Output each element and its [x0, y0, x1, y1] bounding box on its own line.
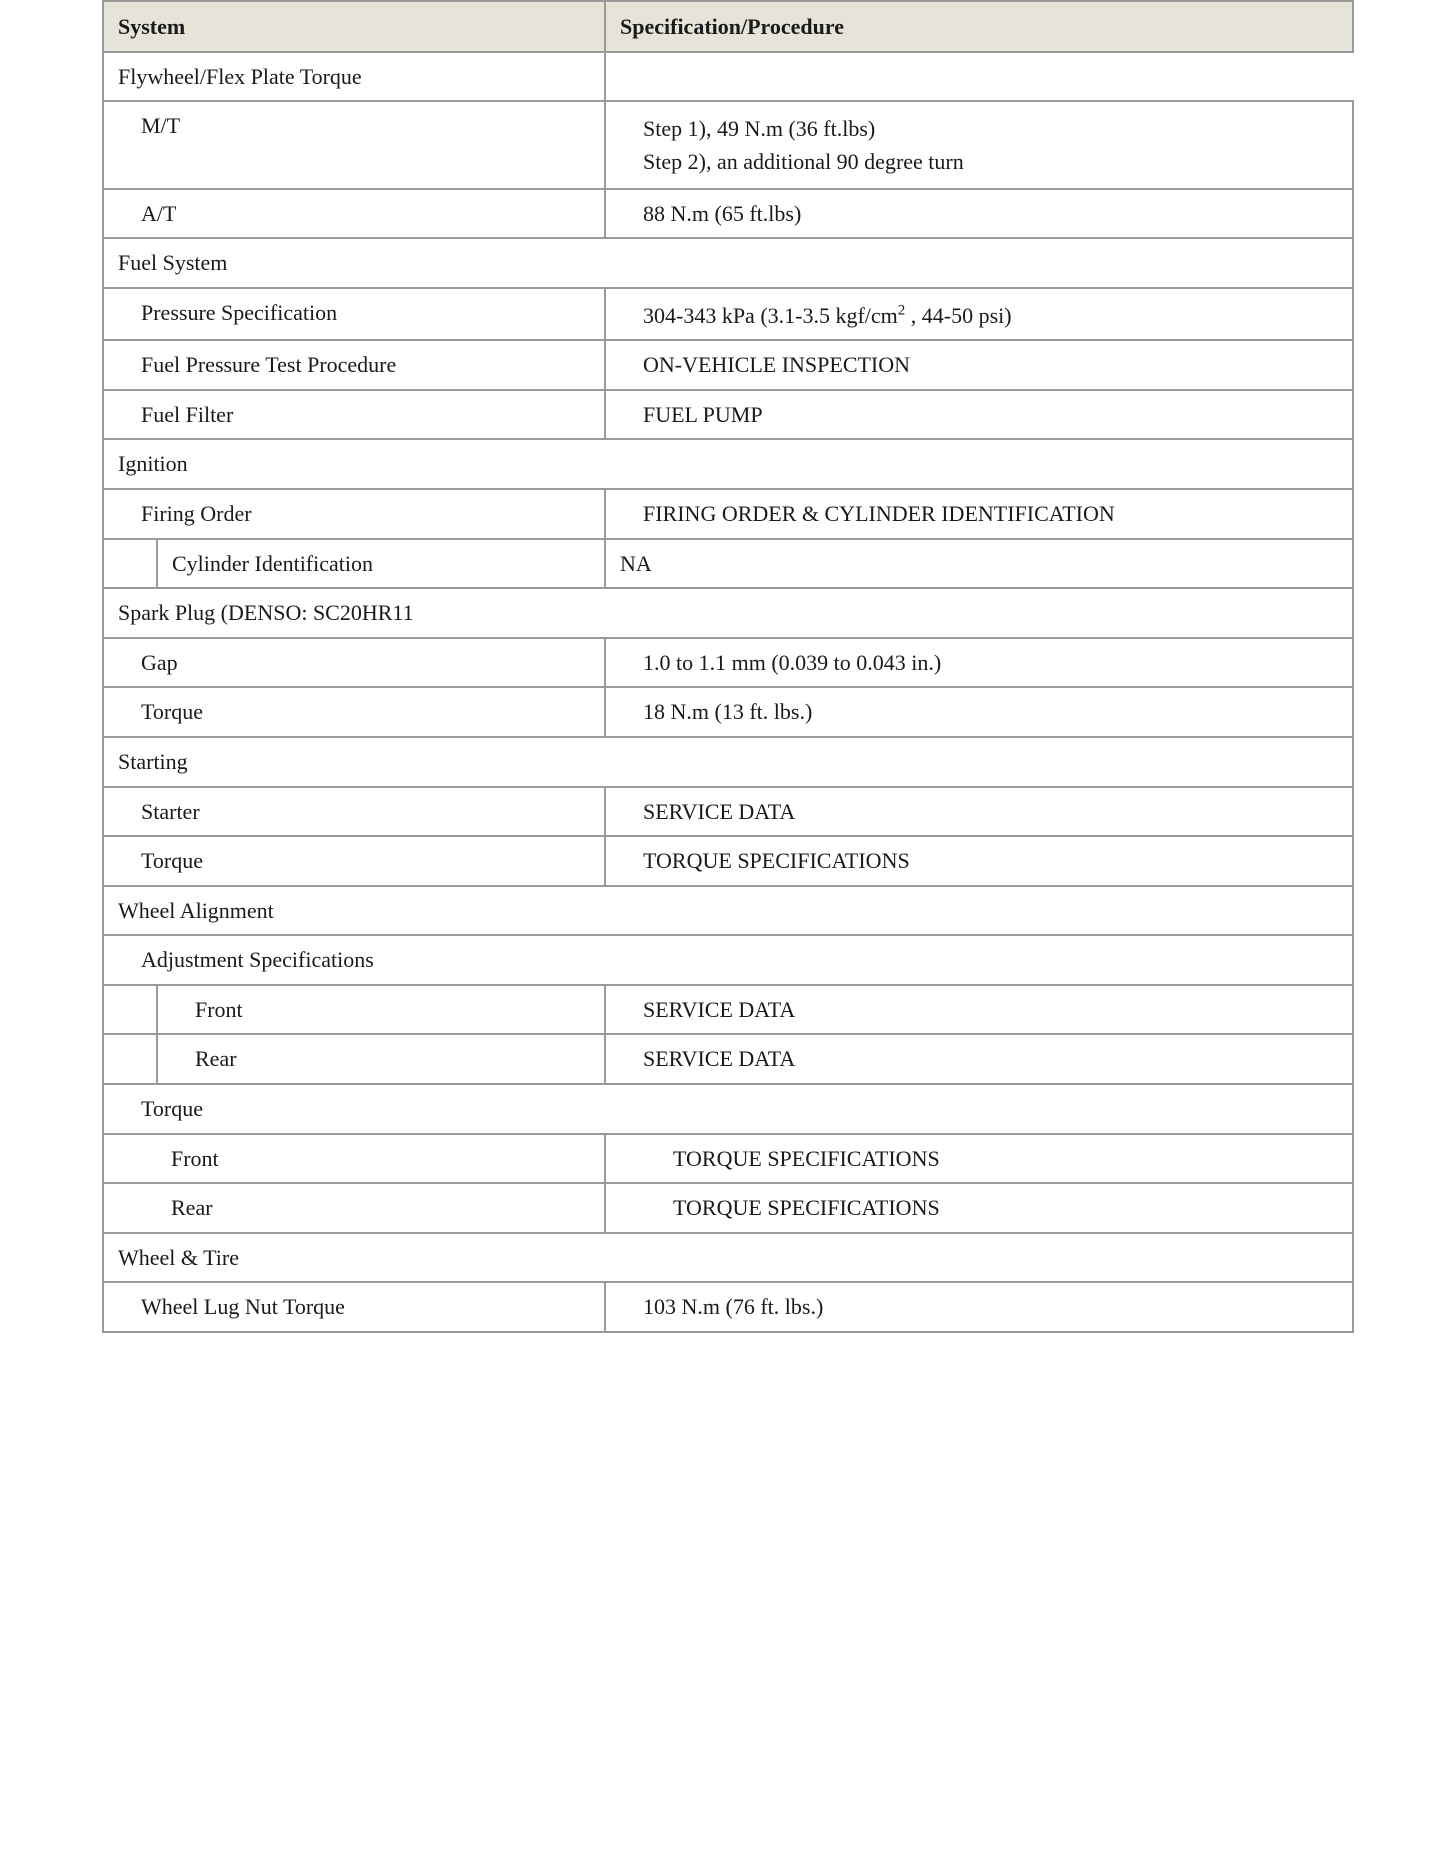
- section-title-spark-plug: Spark Plug (DENSO: SC20HR11: [118, 600, 414, 625]
- table-header-row: [103, 1, 1353, 52]
- row-label-starter: Starter: [141, 799, 200, 824]
- row-label-gap: Gap: [141, 650, 178, 675]
- row-value-starter: SERVICE DATA: [643, 799, 796, 824]
- section-row-ignition: [103, 439, 1353, 489]
- table-row-torque-front: [103, 1134, 1353, 1183]
- subsection-title-alignment-torque: Torque: [141, 1096, 203, 1121]
- row-value-torque-rear: TORQUE SPECIFICATIONS: [673, 1195, 940, 1220]
- section-title-flywheel: Flywheel/Flex Plate Torque: [118, 64, 362, 89]
- row-value-firing-order: FIRING ORDER & CYLINDER IDENTIFICATION: [643, 501, 1115, 526]
- header-specification: Specification/Procedure: [605, 1, 1353, 52]
- row-value-cylinder-id: NA: [620, 551, 652, 576]
- table-row-starting-torque: [103, 836, 1353, 886]
- row-label-torque-rear: Rear: [171, 1195, 213, 1220]
- indent-gutter: [104, 540, 158, 587]
- row-label-lug-nut: Wheel Lug Nut Torque: [141, 1294, 345, 1319]
- table-row-gap: [103, 638, 1353, 687]
- row-value-gap: 1.0 to 1.1 mm (0.039 to 0.043 in.): [643, 650, 942, 675]
- header-system: System: [103, 1, 605, 52]
- row-label-at: A/T: [141, 201, 177, 226]
- row-label-cylinder-id: Cylinder Identification: [172, 551, 373, 576]
- section-row-starting: [103, 737, 1353, 787]
- subsection-row-adjustment: [103, 935, 1353, 985]
- table-row-fuel-filter: [103, 390, 1353, 439]
- row-label-spark-torque: Torque: [141, 699, 203, 724]
- section-row-spark-plug: [103, 588, 1353, 638]
- table-row-mt: [103, 101, 1353, 189]
- table-row-fuel-test: [103, 340, 1353, 390]
- table-row-cylinder-id: [103, 539, 1353, 588]
- indent-gutter: [104, 1035, 158, 1083]
- row-value-fuel-test: ON-VEHICLE INSPECTION: [643, 352, 911, 377]
- row-label-firing-order: Firing Order: [141, 501, 252, 526]
- section-title-starting: Starting: [118, 749, 188, 774]
- row-value-starting-torque: TORQUE SPECIFICATIONS: [643, 848, 910, 873]
- pressure-value-part-b: , 44-50 psi): [905, 303, 1012, 328]
- table-row-pressure: [103, 288, 1353, 340]
- table-row-firing-order: [103, 489, 1353, 539]
- row-value-torque-front: TORQUE SPECIFICATIONS: [673, 1146, 940, 1171]
- row-label-fuel-filter: Fuel Filter: [141, 402, 234, 427]
- mt-step2-text: Step 2), an additional 90 degree turn: [643, 149, 964, 174]
- row-value-adj-rear: SERVICE DATA: [643, 1046, 796, 1071]
- table-row-adj-front: [103, 985, 1353, 1034]
- row-label-fuel-test: Fuel Pressure Test Procedure: [141, 352, 397, 377]
- subsection-title-adjustment: Adjustment Specifications: [141, 947, 374, 972]
- row-label-torque-front: Front: [171, 1146, 219, 1171]
- row-value-at: 88 N.m (65 ft.lbs): [643, 201, 802, 226]
- subsection-row-alignment-torque: [103, 1084, 1353, 1134]
- table-row-spark-torque: [103, 687, 1353, 737]
- section-title-wheel-tire: Wheel & Tire: [118, 1245, 239, 1270]
- section-row-fuel: [103, 238, 1353, 288]
- row-value-pressure: [606, 289, 1352, 339]
- table-row-torque-rear: [103, 1183, 1353, 1233]
- row-value-lug-nut: 103 N.m (76 ft. lbs.): [643, 1294, 824, 1319]
- row-value-fuel-filter: FUEL PUMP: [643, 402, 763, 427]
- section-row-flywheel: [103, 52, 1353, 101]
- pressure-superscript: 2: [897, 302, 906, 319]
- table-row-at: [103, 189, 1353, 238]
- row-label-adj-rear: Rear: [195, 1046, 237, 1071]
- row-label-starting-torque: Torque: [141, 848, 203, 873]
- row-label-mt: M/T: [141, 113, 181, 138]
- row-value-adj-front: SERVICE DATA: [643, 997, 796, 1022]
- section-row-wheel-tire: [103, 1233, 1353, 1282]
- table-row-adj-rear: [103, 1034, 1353, 1084]
- row-value-spark-torque: 18 N.m (13 ft. lbs.): [643, 699, 813, 724]
- section-row-wheel-alignment: [103, 886, 1353, 935]
- table-row-starter: [103, 787, 1353, 836]
- row-value-mt: [606, 102, 1352, 188]
- section-title-ignition: Ignition: [118, 451, 188, 476]
- mt-step1-text: Step 1), 49 N.m (36 ft.lbs): [643, 116, 876, 141]
- row-label-adj-front: Front: [195, 997, 243, 1022]
- pressure-value-part-a: 304-343 kPa (3.1-3.5 kgf/cm: [643, 303, 898, 328]
- indent-gutter: [104, 986, 158, 1033]
- table-row-lug-nut: [103, 1282, 1353, 1332]
- section-title-fuel: Fuel System: [118, 250, 228, 275]
- specification-table: [102, 0, 1354, 1333]
- section-title-wheel-alignment: Wheel Alignment: [118, 898, 274, 923]
- row-label-pressure: Pressure Specification: [141, 300, 338, 325]
